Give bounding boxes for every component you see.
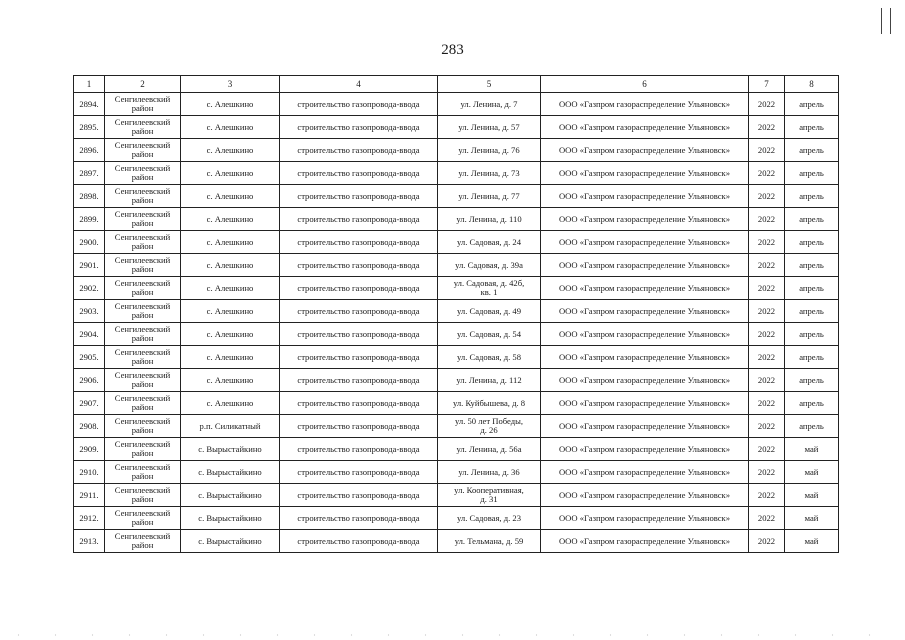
table-row <box>74 300 839 323</box>
organization-cell: ООО «Газпром газораспределение Ульяновск» <box>541 415 749 438</box>
work-type-cell: строительство газопровода-ввода <box>280 162 438 185</box>
month-cell: апрель <box>785 415 839 438</box>
organization-cell: ООО «Газпром газораспределение Ульяновск» <box>541 369 749 392</box>
address-cell: ул. Ленина, д. 36 <box>438 461 541 484</box>
table-row <box>74 139 839 162</box>
month-cell: май <box>785 461 839 484</box>
table-row <box>74 438 839 461</box>
table-row <box>74 231 839 254</box>
settlement-cell: с. Вырыстайкино <box>181 438 280 461</box>
address-cell: ул. Ленина, д. 7 <box>438 93 541 116</box>
district-cell: Сенгилеевский район <box>105 162 181 185</box>
address-cell: ул. Ленина, д. 77 <box>438 185 541 208</box>
year-cell: 2022 <box>749 438 785 461</box>
year-cell: 2022 <box>749 484 785 507</box>
organization-cell: ООО «Газпром газораспределение Ульяновск» <box>541 461 749 484</box>
column-header: 6 <box>541 76 749 93</box>
settlement-cell: с. Алешкино <box>181 323 280 346</box>
district-cell: Сенгилеевский район <box>105 530 181 553</box>
year-cell: 2022 <box>749 162 785 185</box>
work-type-cell: строительство газопровода-ввода <box>280 438 438 461</box>
district-cell: Сенгилеевский район <box>105 93 181 116</box>
address-cell: ул. Тельмана, д. 59 <box>438 530 541 553</box>
organization-cell: ООО «Газпром газораспределение Ульяновск» <box>541 484 749 507</box>
address-cell: ул. Ленина, д. 110 <box>438 208 541 231</box>
row-number: 2900. <box>74 231 105 254</box>
month-cell: апрель <box>785 208 839 231</box>
table-row <box>74 208 839 231</box>
month-cell: апрель <box>785 231 839 254</box>
organization-cell: ООО «Газпром газораспределение Ульяновск» <box>541 139 749 162</box>
row-number: 2898. <box>74 185 105 208</box>
row-number: 2894. <box>74 93 105 116</box>
district-cell: Сенгилеевский район <box>105 461 181 484</box>
district-cell: Сенгилеевский район <box>105 116 181 139</box>
month-cell: апрель <box>785 162 839 185</box>
organization-cell: ООО «Газпром газораспределение Ульяновск» <box>541 185 749 208</box>
district-cell: Сенгилеевский район <box>105 369 181 392</box>
settlement-cell: с. Алешкино <box>181 93 280 116</box>
column-header: 8 <box>785 76 839 93</box>
work-type-cell: строительство газопровода-ввода <box>280 208 438 231</box>
organization-cell: ООО «Газпром газораспределение Ульяновск» <box>541 208 749 231</box>
year-cell: 2022 <box>749 300 785 323</box>
organization-cell: ООО «Газпром газораспределение Ульяновск» <box>541 231 749 254</box>
year-cell: 2022 <box>749 369 785 392</box>
page-number: 283 <box>441 42 464 58</box>
year-cell: 2022 <box>749 93 785 116</box>
month-cell: апрель <box>785 277 839 300</box>
table-row <box>74 415 839 438</box>
settlement-cell: с. Вырыстайкино <box>181 461 280 484</box>
work-type-cell: строительство газопровода-ввода <box>280 461 438 484</box>
year-cell: 2022 <box>749 346 785 369</box>
settlement-cell: с. Алешкино <box>181 116 280 139</box>
district-cell: Сенгилеевский район <box>105 139 181 162</box>
month-cell: апрель <box>785 346 839 369</box>
month-cell: апрель <box>785 139 839 162</box>
district-cell: Сенгилеевский район <box>105 507 181 530</box>
month-cell: апрель <box>785 116 839 139</box>
organization-cell: ООО «Газпром газораспределение Ульяновск» <box>541 254 749 277</box>
organization-cell: ООО «Газпром газораспределение Ульяновск» <box>541 162 749 185</box>
month-cell: май <box>785 507 839 530</box>
row-number: 2907. <box>74 392 105 415</box>
row-number: 2910. <box>74 461 105 484</box>
address-cell: ул. Садовая, д. 39а <box>438 254 541 277</box>
table-row <box>74 93 839 116</box>
year-cell: 2022 <box>749 185 785 208</box>
row-number: 2905. <box>74 346 105 369</box>
address-cell: ул. Садовая, д. 49 <box>438 300 541 323</box>
work-type-cell: строительство газопровода-ввода <box>280 139 438 162</box>
work-type-cell: строительство газопровода-ввода <box>280 254 438 277</box>
year-cell: 2022 <box>749 323 785 346</box>
scan-corner-mark <box>881 8 891 34</box>
address-cell: ул. Ленина, д. 112 <box>438 369 541 392</box>
settlement-cell: с. Вырыстайкино <box>181 507 280 530</box>
organization-cell: ООО «Газпром газораспределение Ульяновск» <box>541 323 749 346</box>
organization-cell: ООО «Газпром газораспределение Ульяновск» <box>541 300 749 323</box>
month-cell: апрель <box>785 369 839 392</box>
year-cell: 2022 <box>749 116 785 139</box>
row-number: 2895. <box>74 116 105 139</box>
row-number: 2913. <box>74 530 105 553</box>
table-header <box>74 76 839 93</box>
settlement-cell: с. Алешкино <box>181 139 280 162</box>
address-cell: ул. Садовая, д. 58 <box>438 346 541 369</box>
column-header: 2 <box>105 76 181 93</box>
column-header: 1 <box>74 76 105 93</box>
work-type-cell: строительство газопровода-ввода <box>280 185 438 208</box>
column-header: 3 <box>181 76 280 93</box>
work-type-cell: строительство газопровода-ввода <box>280 507 438 530</box>
work-type-cell: строительство газопровода-ввода <box>280 300 438 323</box>
address-cell: ул. Садовая, д. 54 <box>438 323 541 346</box>
work-type-cell: строительство газопровода-ввода <box>280 392 438 415</box>
district-cell: Сенгилеевский район <box>105 392 181 415</box>
district-cell: Сенгилеевский район <box>105 300 181 323</box>
address-cell: ул. Куйбышева, д. 8 <box>438 392 541 415</box>
registry-table <box>73 75 839 553</box>
column-header: 5 <box>438 76 541 93</box>
district-cell: Сенгилеевский район <box>105 346 181 369</box>
work-type-cell: строительство газопровода-ввода <box>280 530 438 553</box>
address-cell: ул. Ленина, д. 76 <box>438 139 541 162</box>
settlement-cell: с. Алешкино <box>181 392 280 415</box>
row-number: 2906. <box>74 369 105 392</box>
address-cell: ул. Кооперативная, д. 31 <box>438 484 541 507</box>
work-type-cell: строительство газопровода-ввода <box>280 346 438 369</box>
header-row <box>74 76 839 93</box>
address-cell: ул. Ленина, д. 56а <box>438 438 541 461</box>
settlement-cell: с. Алешкино <box>181 277 280 300</box>
month-cell: апрель <box>785 323 839 346</box>
organization-cell: ООО «Газпром газораспределение Ульяновск» <box>541 277 749 300</box>
table-row <box>74 346 839 369</box>
settlement-cell: с. Алешкино <box>181 300 280 323</box>
district-cell: Сенгилеевский район <box>105 231 181 254</box>
month-cell: май <box>785 530 839 553</box>
year-cell: 2022 <box>749 530 785 553</box>
row-number: 2901. <box>74 254 105 277</box>
table-row <box>74 254 839 277</box>
row-number: 2909. <box>74 438 105 461</box>
table-row <box>74 392 839 415</box>
address-cell: ул. Ленина, д. 73 <box>438 162 541 185</box>
column-header: 4 <box>280 76 438 93</box>
year-cell: 2022 <box>749 415 785 438</box>
district-cell: Сенгилеевский район <box>105 323 181 346</box>
row-number: 2897. <box>74 162 105 185</box>
work-type-cell: строительство газопровода-ввода <box>280 484 438 507</box>
month-cell: апрель <box>785 392 839 415</box>
year-cell: 2022 <box>749 277 785 300</box>
table-row <box>74 162 839 185</box>
organization-cell: ООО «Газпром газораспределение Ульяновск» <box>541 507 749 530</box>
row-number: 2899. <box>74 208 105 231</box>
settlement-cell: с. Алешкино <box>181 208 280 231</box>
organization-cell: ООО «Газпром газораспределение Ульяновск» <box>541 438 749 461</box>
month-cell: апрель <box>785 300 839 323</box>
settlement-cell: р.п. Силикатный <box>181 415 280 438</box>
table-row <box>74 323 839 346</box>
work-type-cell: строительство газопровода-ввода <box>280 323 438 346</box>
address-cell: ул. 50 лет Победы, д. 26 <box>438 415 541 438</box>
month-cell: апрель <box>785 254 839 277</box>
district-cell: Сенгилеевский район <box>105 254 181 277</box>
work-type-cell: строительство газопровода-ввода <box>280 116 438 139</box>
month-cell: апрель <box>785 93 839 116</box>
address-cell: ул. Ленина, д. 57 <box>438 116 541 139</box>
address-cell: ул. Садовая, д. 24 <box>438 231 541 254</box>
district-cell: Сенгилеевский район <box>105 438 181 461</box>
district-cell: Сенгилеевский район <box>105 415 181 438</box>
table-row <box>74 507 839 530</box>
year-cell: 2022 <box>749 507 785 530</box>
work-type-cell: строительство газопровода-ввода <box>280 231 438 254</box>
column-header: 7 <box>749 76 785 93</box>
year-cell: 2022 <box>749 139 785 162</box>
row-number: 2904. <box>74 323 105 346</box>
year-cell: 2022 <box>749 208 785 231</box>
row-number: 2912. <box>74 507 105 530</box>
table-row <box>74 484 839 507</box>
month-cell: май <box>785 438 839 461</box>
year-cell: 2022 <box>749 231 785 254</box>
address-cell: ул. Садовая, д. 23 <box>438 507 541 530</box>
work-type-cell: строительство газопровода-ввода <box>280 277 438 300</box>
work-type-cell: строительство газопровода-ввода <box>280 369 438 392</box>
district-cell: Сенгилеевский район <box>105 185 181 208</box>
table-row <box>74 530 839 553</box>
settlement-cell: с. Вырыстайкино <box>181 530 280 553</box>
organization-cell: ООО «Газпром газораспределение Ульяновск» <box>541 116 749 139</box>
table-row <box>74 116 839 139</box>
district-cell: Сенгилеевский район <box>105 208 181 231</box>
district-cell: Сенгилеевский район <box>105 277 181 300</box>
table-row <box>74 369 839 392</box>
settlement-cell: с. Алешкино <box>181 185 280 208</box>
year-cell: 2022 <box>749 392 785 415</box>
organization-cell: ООО «Газпром газораспределение Ульяновск» <box>541 530 749 553</box>
row-number: 2911. <box>74 484 105 507</box>
year-cell: 2022 <box>749 461 785 484</box>
organization-cell: ООО «Газпром газораспределение Ульяновск» <box>541 346 749 369</box>
month-cell: май <box>785 484 839 507</box>
settlement-cell: с. Алешкино <box>181 346 280 369</box>
month-cell: апрель <box>785 185 839 208</box>
settlement-cell: с. Вырыстайкино <box>181 484 280 507</box>
row-number: 2903. <box>74 300 105 323</box>
work-type-cell: строительство газопровода-ввода <box>280 93 438 116</box>
scan-dot-noise <box>0 632 905 638</box>
table-row <box>74 461 839 484</box>
address-cell: ул. Садовая, д. 42б, кв. 1 <box>438 277 541 300</box>
settlement-cell: с. Алешкино <box>181 162 280 185</box>
district-cell: Сенгилеевский район <box>105 484 181 507</box>
row-number: 2896. <box>74 139 105 162</box>
table-row <box>74 277 839 300</box>
table-body <box>74 93 839 553</box>
organization-cell: ООО «Газпром газораспределение Ульяновск» <box>541 93 749 116</box>
year-cell: 2022 <box>749 254 785 277</box>
settlement-cell: с. Алешкино <box>181 231 280 254</box>
settlement-cell: с. Алешкино <box>181 369 280 392</box>
settlement-cell: с. Алешкино <box>181 254 280 277</box>
work-type-cell: строительство газопровода-ввода <box>280 415 438 438</box>
table-row <box>74 185 839 208</box>
organization-cell: ООО «Газпром газораспределение Ульяновск» <box>541 392 749 415</box>
row-number: 2908. <box>74 415 105 438</box>
row-number: 2902. <box>74 277 105 300</box>
